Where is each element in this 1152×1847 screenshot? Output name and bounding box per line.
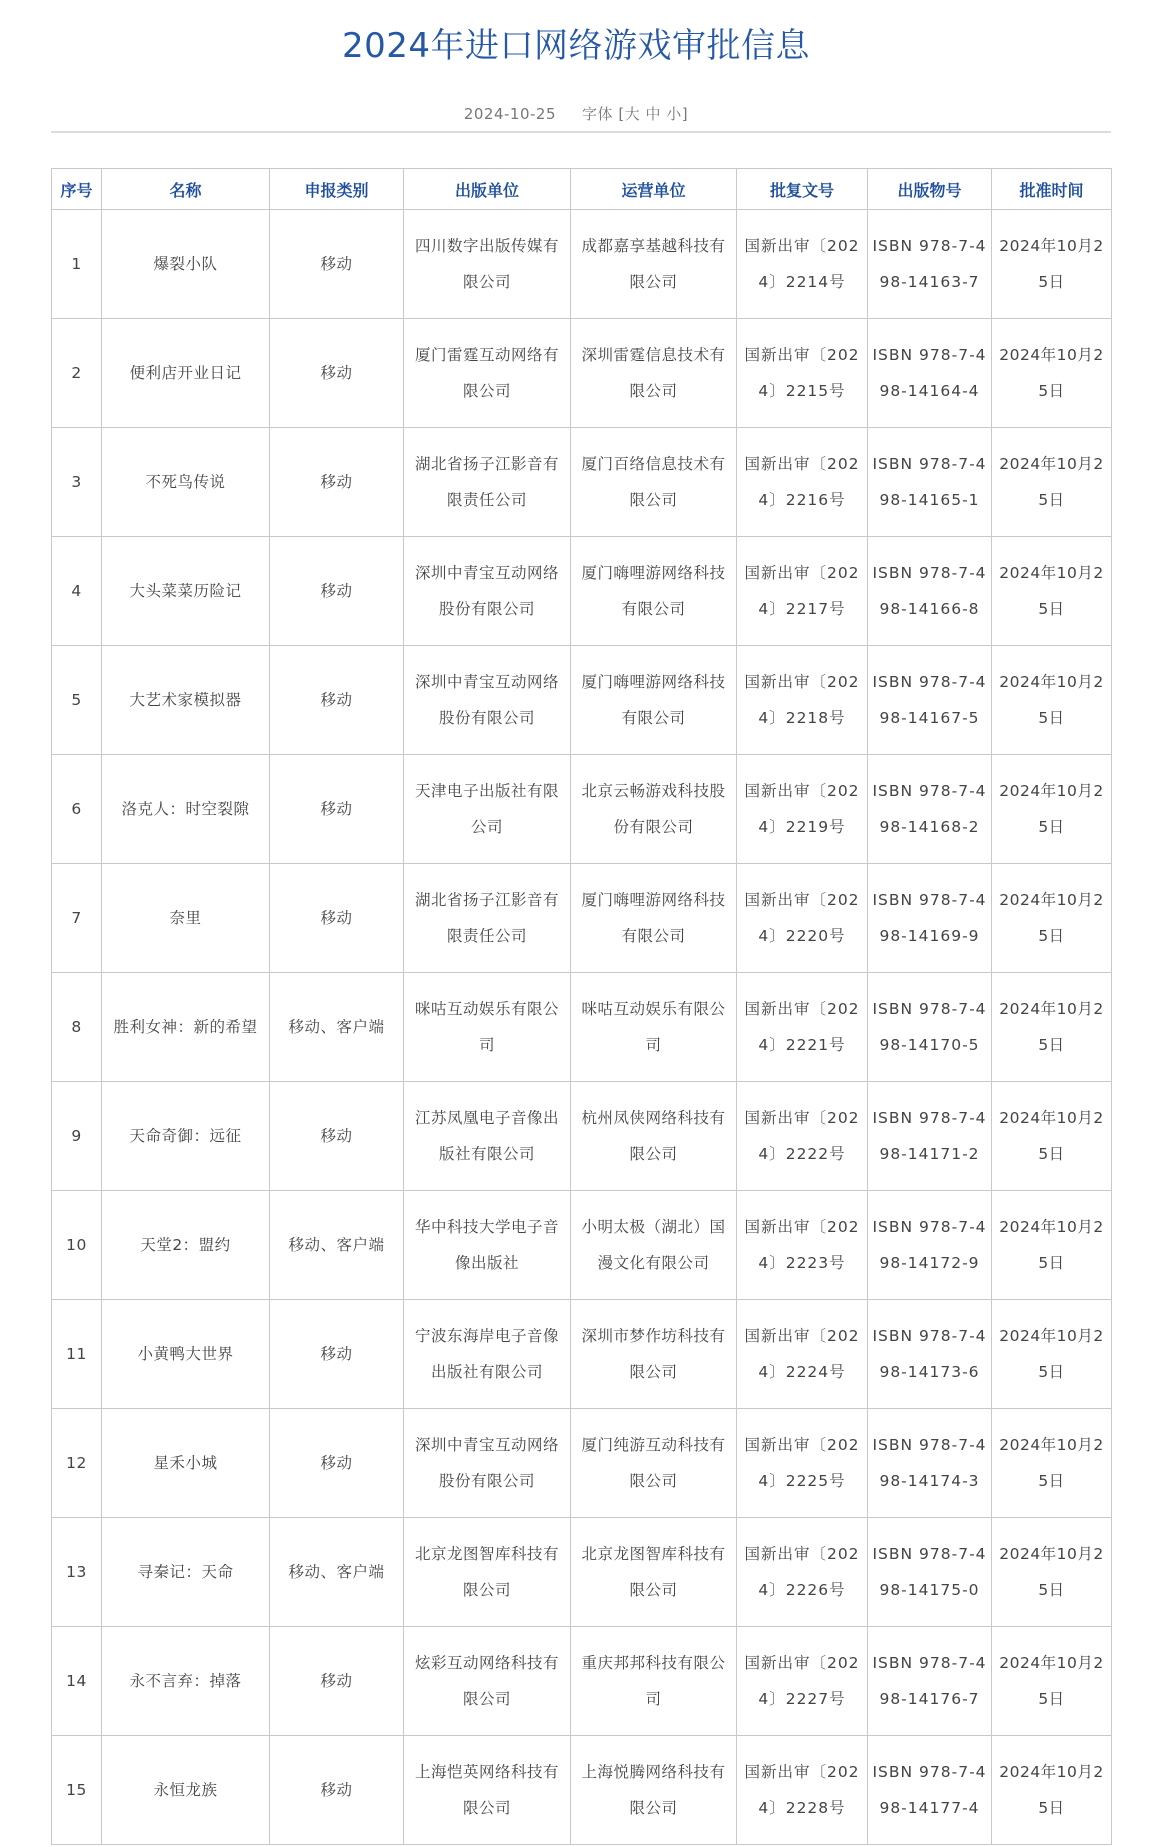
cell-publisher: 深圳中青宝互动网络股份有限公司 bbox=[404, 1409, 571, 1518]
cell-index: 15 bbox=[52, 1736, 102, 1845]
cell-category: 移动 bbox=[270, 428, 404, 537]
cell-approval-date: 2024年10月25日 bbox=[992, 210, 1112, 319]
table-row bbox=[52, 428, 1112, 537]
table-row bbox=[52, 1518, 1112, 1627]
header-isbn: 出版物号 bbox=[868, 169, 992, 210]
cell-category: 移动 bbox=[270, 1409, 404, 1518]
cell-isbn: ISBN 978-7-498-14165-1 bbox=[868, 428, 992, 537]
font-size-small-link[interactable]: 小 bbox=[666, 105, 682, 123]
cell-game-name: 寻秦记：天命 bbox=[102, 1518, 270, 1627]
cell-index: 13 bbox=[52, 1518, 102, 1627]
cell-approval-no: 国新出审〔2024〕2220号 bbox=[737, 864, 868, 973]
cell-approval-date: 2024年10月25日 bbox=[992, 1409, 1112, 1518]
cell-game-name: 永不言弃：掉落 bbox=[102, 1627, 270, 1736]
cell-operator: 厦门嗨哩游网络科技有限公司 bbox=[571, 864, 737, 973]
cell-publisher: 宁波东海岸电子音像出版社有限公司 bbox=[404, 1300, 571, 1409]
header-index: 序号 bbox=[52, 169, 102, 210]
cell-category: 移动 bbox=[270, 1627, 404, 1736]
cell-isbn: ISBN 978-7-498-14177-4 bbox=[868, 1736, 992, 1845]
cell-approval-date: 2024年10月25日 bbox=[992, 1300, 1112, 1409]
cell-index: 3 bbox=[52, 428, 102, 537]
cell-isbn: ISBN 978-7-498-14171-2 bbox=[868, 1082, 992, 1191]
cell-category: 移动 bbox=[270, 864, 404, 973]
page-title: 2024年进口网络游戏审批信息 bbox=[341, 26, 811, 66]
font-size-large-link[interactable]: 大 bbox=[624, 105, 641, 123]
cell-approval-no: 国新出审〔2024〕2215号 bbox=[737, 319, 868, 428]
cell-approval-no: 国新出审〔2024〕2226号 bbox=[737, 1518, 868, 1627]
cell-publisher: 上海恺英网络科技有限公司 bbox=[404, 1736, 571, 1845]
cell-approval-no: 国新出审〔2024〕2228号 bbox=[737, 1736, 868, 1845]
cell-approval-no: 国新出审〔2024〕2221号 bbox=[737, 973, 868, 1082]
cell-isbn: ISBN 978-7-498-14163-7 bbox=[868, 210, 992, 319]
cell-game-name: 不死鸟传说 bbox=[102, 428, 270, 537]
cell-category: 移动 bbox=[270, 755, 404, 864]
header-approval-date: 批准时间 bbox=[992, 169, 1112, 210]
cell-isbn: ISBN 978-7-498-14170-5 bbox=[868, 973, 992, 1082]
table-row bbox=[52, 1736, 1112, 1845]
cell-approval-date: 2024年10月25日 bbox=[992, 1191, 1112, 1300]
table-row bbox=[52, 864, 1112, 973]
cell-operator: 厦门嗨哩游网络科技有限公司 bbox=[571, 646, 737, 755]
cell-approval-date: 2024年10月25日 bbox=[992, 646, 1112, 755]
article-meta bbox=[0, 103, 1152, 124]
cell-approval-date: 2024年10月25日 bbox=[992, 1627, 1112, 1736]
header-operator: 运营单位 bbox=[571, 169, 737, 210]
cell-game-name: 胜利女神：新的希望 bbox=[102, 973, 270, 1082]
cell-publisher: 厦门雷霆互动网络有限公司 bbox=[404, 319, 571, 428]
table-row bbox=[52, 646, 1112, 755]
cell-category: 移动、客户端 bbox=[270, 1191, 404, 1300]
cell-operator: 杭州凤侠网络科技有限公司 bbox=[571, 1082, 737, 1191]
cell-approval-no: 国新出审〔2024〕2225号 bbox=[737, 1409, 868, 1518]
cell-isbn: ISBN 978-7-498-14168-2 bbox=[868, 755, 992, 864]
cell-category: 移动 bbox=[270, 319, 404, 428]
cell-category: 移动、客户端 bbox=[270, 973, 404, 1082]
cell-category: 移动 bbox=[270, 1300, 404, 1409]
cell-game-name: 奈里 bbox=[102, 864, 270, 973]
cell-operator: 成都嘉享基越科技有限公司 bbox=[571, 210, 737, 319]
cell-publisher: 天津电子出版社有限公司 bbox=[404, 755, 571, 864]
cell-approval-no: 国新出审〔2024〕2216号 bbox=[737, 428, 868, 537]
cell-isbn: ISBN 978-7-498-14172-9 bbox=[868, 1191, 992, 1300]
cell-category: 移动、客户端 bbox=[270, 1518, 404, 1627]
cell-index: 14 bbox=[52, 1627, 102, 1736]
table-row bbox=[52, 1409, 1112, 1518]
cell-index: 8 bbox=[52, 973, 102, 1082]
header-category: 申报类别 bbox=[270, 169, 404, 210]
cell-approval-no: 国新出审〔2024〕2223号 bbox=[737, 1191, 868, 1300]
cell-index: 6 bbox=[52, 755, 102, 864]
cell-category: 移动 bbox=[270, 646, 404, 755]
approval-table bbox=[51, 168, 1112, 1845]
cell-isbn: ISBN 978-7-498-14173-6 bbox=[868, 1300, 992, 1409]
cell-isbn: ISBN 978-7-498-14166-8 bbox=[868, 537, 992, 646]
table-row bbox=[52, 755, 1112, 864]
cell-index: 11 bbox=[52, 1300, 102, 1409]
font-size-bracket-open: [ bbox=[618, 105, 625, 123]
cell-operator: 北京龙图智库科技有限公司 bbox=[571, 1518, 737, 1627]
cell-approval-no: 国新出审〔2024〕2217号 bbox=[737, 537, 868, 646]
cell-game-name: 便利店开业日记 bbox=[102, 319, 270, 428]
cell-game-name: 天堂2：盟约 bbox=[102, 1191, 270, 1300]
cell-approval-date: 2024年10月25日 bbox=[992, 1736, 1112, 1845]
cell-operator: 深圳雷霆信息技术有限公司 bbox=[571, 319, 737, 428]
table-row bbox=[52, 319, 1112, 428]
table-row bbox=[52, 1627, 1112, 1736]
cell-approval-date: 2024年10月25日 bbox=[992, 973, 1112, 1082]
cell-operator: 重庆邦邦科技有限公司 bbox=[571, 1627, 737, 1736]
cell-category: 移动 bbox=[270, 1736, 404, 1845]
cell-approval-no: 国新出审〔2024〕2219号 bbox=[737, 755, 868, 864]
cell-approval-date: 2024年10月25日 bbox=[992, 319, 1112, 428]
cell-index: 10 bbox=[52, 1191, 102, 1300]
table-row bbox=[52, 1082, 1112, 1191]
title-divider bbox=[51, 131, 1111, 133]
cell-operator: 厦门纯游互动科技有限公司 bbox=[571, 1409, 737, 1518]
cell-publisher: 江苏凤凰电子音像出版社有限公司 bbox=[404, 1082, 571, 1191]
cell-approval-date: 2024年10月25日 bbox=[992, 864, 1112, 973]
cell-isbn: ISBN 978-7-498-14169-9 bbox=[868, 864, 992, 973]
cell-publisher: 咪咕互动娱乐有限公司 bbox=[404, 973, 571, 1082]
cell-approval-date: 2024年10月25日 bbox=[992, 1082, 1112, 1191]
cell-approval-date: 2024年10月25日 bbox=[992, 428, 1112, 537]
publish-date: 2024-10-25 bbox=[463, 105, 557, 123]
cell-category: 移动 bbox=[270, 537, 404, 646]
cell-index: 5 bbox=[52, 646, 102, 755]
cell-publisher: 北京龙图智库科技有限公司 bbox=[404, 1518, 571, 1627]
cell-publisher: 深圳中青宝互动网络股份有限公司 bbox=[404, 537, 571, 646]
cell-game-name: 天命奇御：远征 bbox=[102, 1082, 270, 1191]
font-size-label: 字体 bbox=[582, 105, 614, 123]
table-row bbox=[52, 1300, 1112, 1409]
cell-operator: 厦门嗨哩游网络科技有限公司 bbox=[571, 537, 737, 646]
cell-game-name: 大头菜菜历险记 bbox=[102, 537, 270, 646]
cell-game-name: 永恒龙族 bbox=[102, 1736, 270, 1845]
cell-game-name: 爆裂小队 bbox=[102, 210, 270, 319]
cell-publisher: 华中科技大学电子音像出版社 bbox=[404, 1191, 571, 1300]
cell-isbn: ISBN 978-7-498-14167-5 bbox=[868, 646, 992, 755]
cell-approval-no: 国新出审〔2024〕2227号 bbox=[737, 1627, 868, 1736]
cell-index: 9 bbox=[52, 1082, 102, 1191]
cell-publisher: 四川数字出版传媒有限公司 bbox=[404, 210, 571, 319]
cell-publisher: 湖北省扬子江影音有限责任公司 bbox=[404, 428, 571, 537]
font-size-medium-link[interactable]: 中 bbox=[645, 105, 661, 123]
cell-operator: 北京云畅游戏科技股份有限公司 bbox=[571, 755, 737, 864]
cell-publisher: 湖北省扬子江影音有限责任公司 bbox=[404, 864, 571, 973]
table-header-row bbox=[52, 169, 1112, 210]
table-row bbox=[52, 973, 1112, 1082]
cell-index: 4 bbox=[52, 537, 102, 646]
cell-approval-no: 国新出审〔2024〕2224号 bbox=[737, 1300, 868, 1409]
header-approval-no: 批复文号 bbox=[737, 169, 868, 210]
cell-isbn: ISBN 978-7-498-14174-3 bbox=[868, 1409, 992, 1518]
table-row bbox=[52, 210, 1112, 319]
cell-approval-no: 国新出审〔2024〕2222号 bbox=[737, 1082, 868, 1191]
cell-isbn: ISBN 978-7-498-14176-7 bbox=[868, 1627, 992, 1736]
cell-approval-date: 2024年10月25日 bbox=[992, 755, 1112, 864]
cell-index: 7 bbox=[52, 864, 102, 973]
cell-operator: 小明太极（湖北）国漫文化有限公司 bbox=[571, 1191, 737, 1300]
cell-approval-no: 国新出审〔2024〕2218号 bbox=[737, 646, 868, 755]
header-publisher: 出版单位 bbox=[404, 169, 571, 210]
cell-game-name: 小黄鸭大世界 bbox=[102, 1300, 270, 1409]
cell-operator: 厦门百络信息技术有限公司 bbox=[571, 428, 737, 537]
cell-isbn: ISBN 978-7-498-14175-0 bbox=[868, 1518, 992, 1627]
table-row bbox=[52, 537, 1112, 646]
cell-index: 1 bbox=[52, 210, 102, 319]
cell-game-name: 星禾小城 bbox=[102, 1409, 270, 1518]
cell-operator: 深圳市梦作坊科技有限公司 bbox=[571, 1300, 737, 1409]
cell-isbn: ISBN 978-7-498-14164-4 bbox=[868, 319, 992, 428]
cell-index: 2 bbox=[52, 319, 102, 428]
cell-publisher: 炫彩互动网络科技有限公司 bbox=[404, 1627, 571, 1736]
cell-game-name: 洛克人：时空裂隙 bbox=[102, 755, 270, 864]
header-name: 名称 bbox=[102, 169, 270, 210]
cell-operator: 上海悦腾网络科技有限公司 bbox=[571, 1736, 737, 1845]
cell-approval-date: 2024年10月25日 bbox=[992, 1518, 1112, 1627]
cell-category: 移动 bbox=[270, 210, 404, 319]
cell-approval-no: 国新出审〔2024〕2214号 bbox=[737, 210, 868, 319]
cell-approval-date: 2024年10月25日 bbox=[992, 537, 1112, 646]
table-row bbox=[52, 1191, 1112, 1300]
cell-index: 12 bbox=[52, 1409, 102, 1518]
cell-publisher: 深圳中青宝互动网络股份有限公司 bbox=[404, 646, 571, 755]
cell-game-name: 大艺术家模拟器 bbox=[102, 646, 270, 755]
font-size-bracket-close: ] bbox=[681, 105, 689, 123]
cell-category: 移动 bbox=[270, 1082, 404, 1191]
cell-operator: 咪咕互动娱乐有限公司 bbox=[571, 973, 737, 1082]
